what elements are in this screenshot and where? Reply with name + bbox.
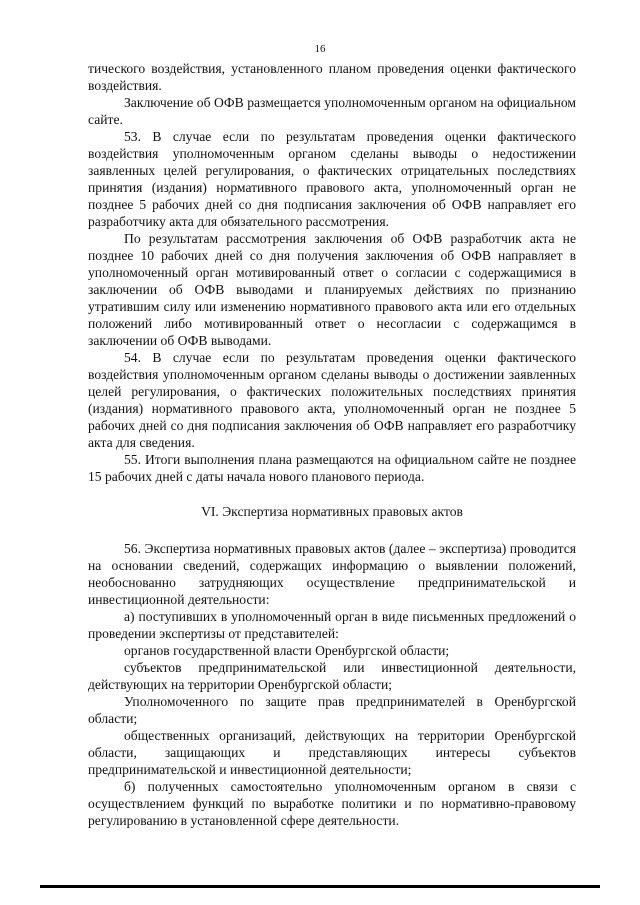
paragraph: Уполномоченного по защите прав предпринимателей в Оренбургской области; (88, 694, 576, 726)
paragraphs-before-heading (88, 60, 576, 485)
paragraph: 55. Итоги выполнения плана размещаются на официальном сайте не позднее 15 рабочих дней с даты начала нового планового периода. (88, 452, 576, 484)
paragraph: По результатам рассмотрения заключения об ОФВ разработчик акта не позднее 10 рабочих дней со дня получения заключения об ОФВ направляет в уполномоченный орган мотивированный ответ о согласии с содержащимися в заключении об ОФВ выводами и планируемых действиях по признанию утратившим силу или изменению нормативного правового акта или его отдельных положений либо мотивированный ответ о несогласии с содержащимся в заключении об ОФВ выводами. (88, 231, 576, 348)
paragraph: 54. В случае если по результатам проведения оценки фактического воздействия уполномоченным органом сделаны выводы о достижении заявленных целей регулирования, о фактических положительных последствиях принятия (издания) нормативного правового акта, уполномоченный орган не позднее 5 рабочих дней со дня подписания заключения об ОФВ направляет его разработчику акта для сведения. (88, 350, 576, 450)
paragraph: субъектов предпринимательской или инвестиционной деятельности, действующих на территории Оренбургской области; (88, 660, 576, 692)
paragraph: Заключение об ОФВ размещается уполномоченным органом на официальном сайте. (88, 95, 576, 127)
paragraphs-after-heading (88, 540, 576, 829)
document-body (88, 60, 576, 829)
paragraph: а) поступивших в уполномоченный орган в виде письменных предложений о проведении экспертизы от представителей: (88, 609, 576, 641)
paragraph: б) полученных самостоятельно уполномоченным органом в связи с осуществлением функций по выработке политики и по нормативно-правовому регулированию в установленной сфере деятельности. (88, 779, 576, 828)
paragraph: органов государственной власти Оренбургской области; (124, 643, 450, 658)
section-heading: VI. Экспертиза нормативных правовых актов (201, 504, 463, 519)
paragraph: общественных организаций, действующих на территории Оренбургской области, защищающих и представляющих интересы субъектов предпринимательской и инвестиционной деятельности; (88, 728, 576, 777)
bottom-scan-line (40, 885, 600, 888)
paragraph: 53. В случае если по результатам проведения оценки фактического воздействия уполномоченным органом сделаны выводы о недостижении заявленных целей регулирования, о фактических отрицательных последствиях принятия (издания) нормативного правового акта, уполномоченный орган не позднее 5 рабочих дней со дня подписания заключения об ОФВ направляет его разработчику акта для обязательного рассмотрения. (88, 129, 576, 229)
paragraph: тического воздействия, установленного планом проведения оценки фактического воздействия. (88, 61, 576, 93)
page-number: 16 (314, 43, 326, 55)
paragraph: 56. Экспертиза нормативных правовых актов (далее – экспертиза) проводится на основании сведений, содержащих информацию о выявлении положений, необоснованно затрудняющих осуществление предпринимательской и инвестиционной деятельности: (88, 541, 576, 607)
